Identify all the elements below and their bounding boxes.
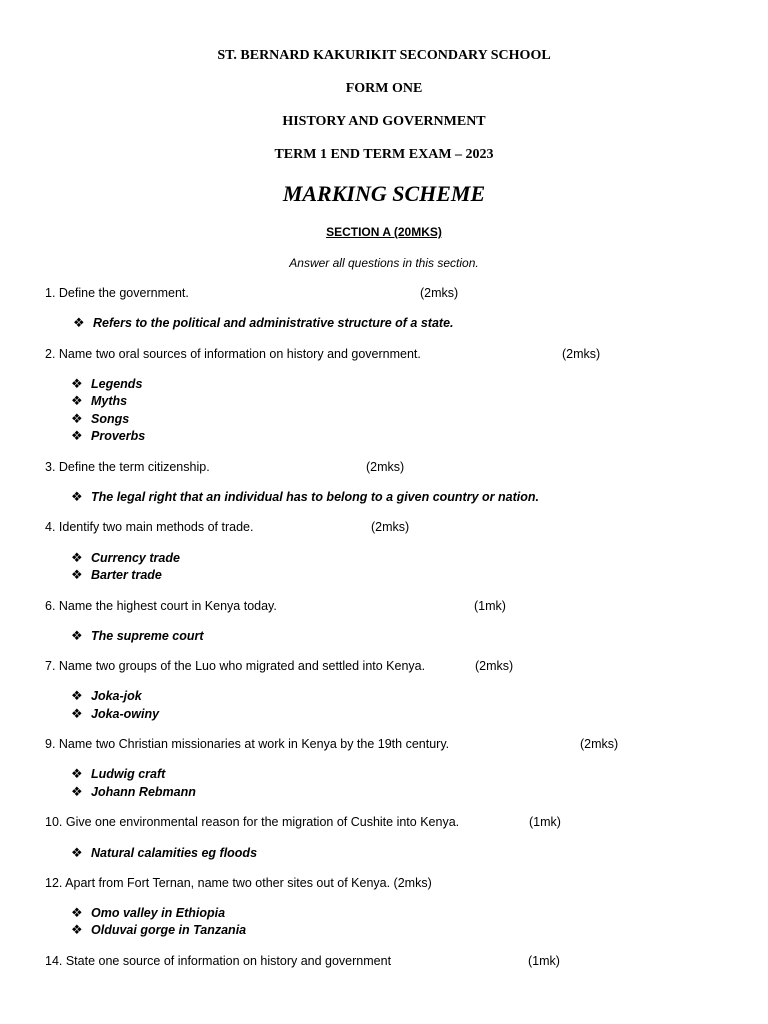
diamond-bullet-icon: ❖ — [71, 628, 83, 643]
question-12: 12. Apart from Fort Ternan, name two other sites out of Kenya. (2mks) — [45, 876, 432, 890]
diamond-bullet-icon: ❖ — [71, 706, 83, 721]
question-1-marks: (2mks) — [420, 286, 459, 300]
answer-item: ❖ Johann Rebmann — [71, 784, 196, 799]
form-label: FORM ONE — [345, 81, 423, 96]
question-1: 1. Define the government. — [45, 286, 189, 300]
section-instruction: Answer all questions in this section. — [289, 256, 479, 270]
diamond-bullet-icon: ❖ — [71, 550, 83, 565]
diamond-bullet-icon: ❖ — [71, 489, 83, 504]
question-2: 2. Name two oral sources of information on history and government. — [45, 347, 421, 361]
question-6-marks: (1mk) — [474, 599, 506, 613]
diamond-bullet-icon: ❖ — [71, 845, 83, 860]
diamond-bullet-icon: ❖ — [71, 766, 83, 781]
question-10: 10. Give one environmental reason for the migration of Cushite into Kenya. — [45, 815, 460, 829]
diamond-bullet-icon: ❖ — [71, 784, 83, 799]
answer-item: ❖ Joka-jok — [71, 688, 142, 703]
answer-item: ❖ Currency trade — [71, 550, 180, 565]
school-name: ST. BERNARD KAKURIKIT SECONDARY SCHOOL — [217, 48, 551, 63]
diamond-bullet-icon: ❖ — [71, 411, 83, 426]
question-4: 4. Identify two main methods of trade. — [45, 520, 254, 534]
answer-item: ❖ The supreme court — [71, 628, 204, 643]
subject-label: HISTORY AND GOVERNMENT — [282, 114, 486, 129]
answer-item: ❖ Ludwig craft — [71, 766, 166, 781]
exam-label: TERM 1 END TERM EXAM – 2023 — [274, 147, 494, 162]
answer-item: ❖ Barter trade — [71, 567, 162, 582]
answer-item: ❖ Natural calamities eg floods — [71, 845, 258, 860]
question-10-marks: (1mk) — [529, 815, 561, 829]
question-6: 6. Name the highest court in Kenya today. — [45, 599, 277, 613]
diamond-bullet-icon: ❖ — [71, 376, 83, 391]
diamond-bullet-icon: ❖ — [71, 905, 83, 920]
question-7-marks: (2mks) — [475, 659, 514, 673]
answer-item: ❖ The legal right that an individual has to belong to a given country or nation. — [71, 489, 539, 504]
section-heading: SECTION A (20MKS) — [326, 225, 442, 239]
diamond-bullet-icon: ❖ — [71, 393, 83, 408]
diamond-bullet-icon: ❖ — [71, 922, 83, 937]
answer-item: ❖ Songs — [71, 411, 130, 426]
answer-item: ❖ Proverbs — [71, 428, 146, 443]
diamond-bullet-icon: ❖ — [71, 428, 83, 443]
question-3: 3. Define the term citizenship. — [45, 460, 210, 474]
answer-item: ❖ Legends — [71, 376, 143, 391]
question-3-marks: (2mks) — [366, 460, 405, 474]
answer-item: ❖ Joka-owiny — [71, 706, 160, 721]
question-4-marks: (2mks) — [371, 520, 410, 534]
question-7: 7. Name two groups of the Luo who migrated and settled into Kenya. — [45, 659, 426, 673]
diamond-bullet-icon: ❖ — [71, 688, 83, 703]
page-title: MARKING SCHEME — [282, 181, 486, 206]
answer-item: ❖ Olduvai gorge in Tanzania — [71, 922, 247, 937]
question-14: 14. State one source of information on history and government — [45, 954, 392, 968]
answer-item: ❖ Myths — [71, 393, 128, 408]
diamond-bullet-icon: ❖ — [71, 567, 83, 582]
question-9-marks: (2mks) — [580, 737, 619, 751]
answer-item: ❖ Omo valley in Ethiopia — [71, 905, 226, 920]
question-14-marks: (1mk) — [528, 954, 560, 968]
question-9: 9. Name two Christian missionaries at work in Kenya by the 19th century. — [45, 737, 450, 751]
diamond-bullet-icon: ❖ — [73, 315, 85, 330]
answer-item: ❖ Refers to the political and administrative structure of a state. — [73, 315, 454, 330]
question-2-marks: (2mks) — [562, 347, 601, 361]
